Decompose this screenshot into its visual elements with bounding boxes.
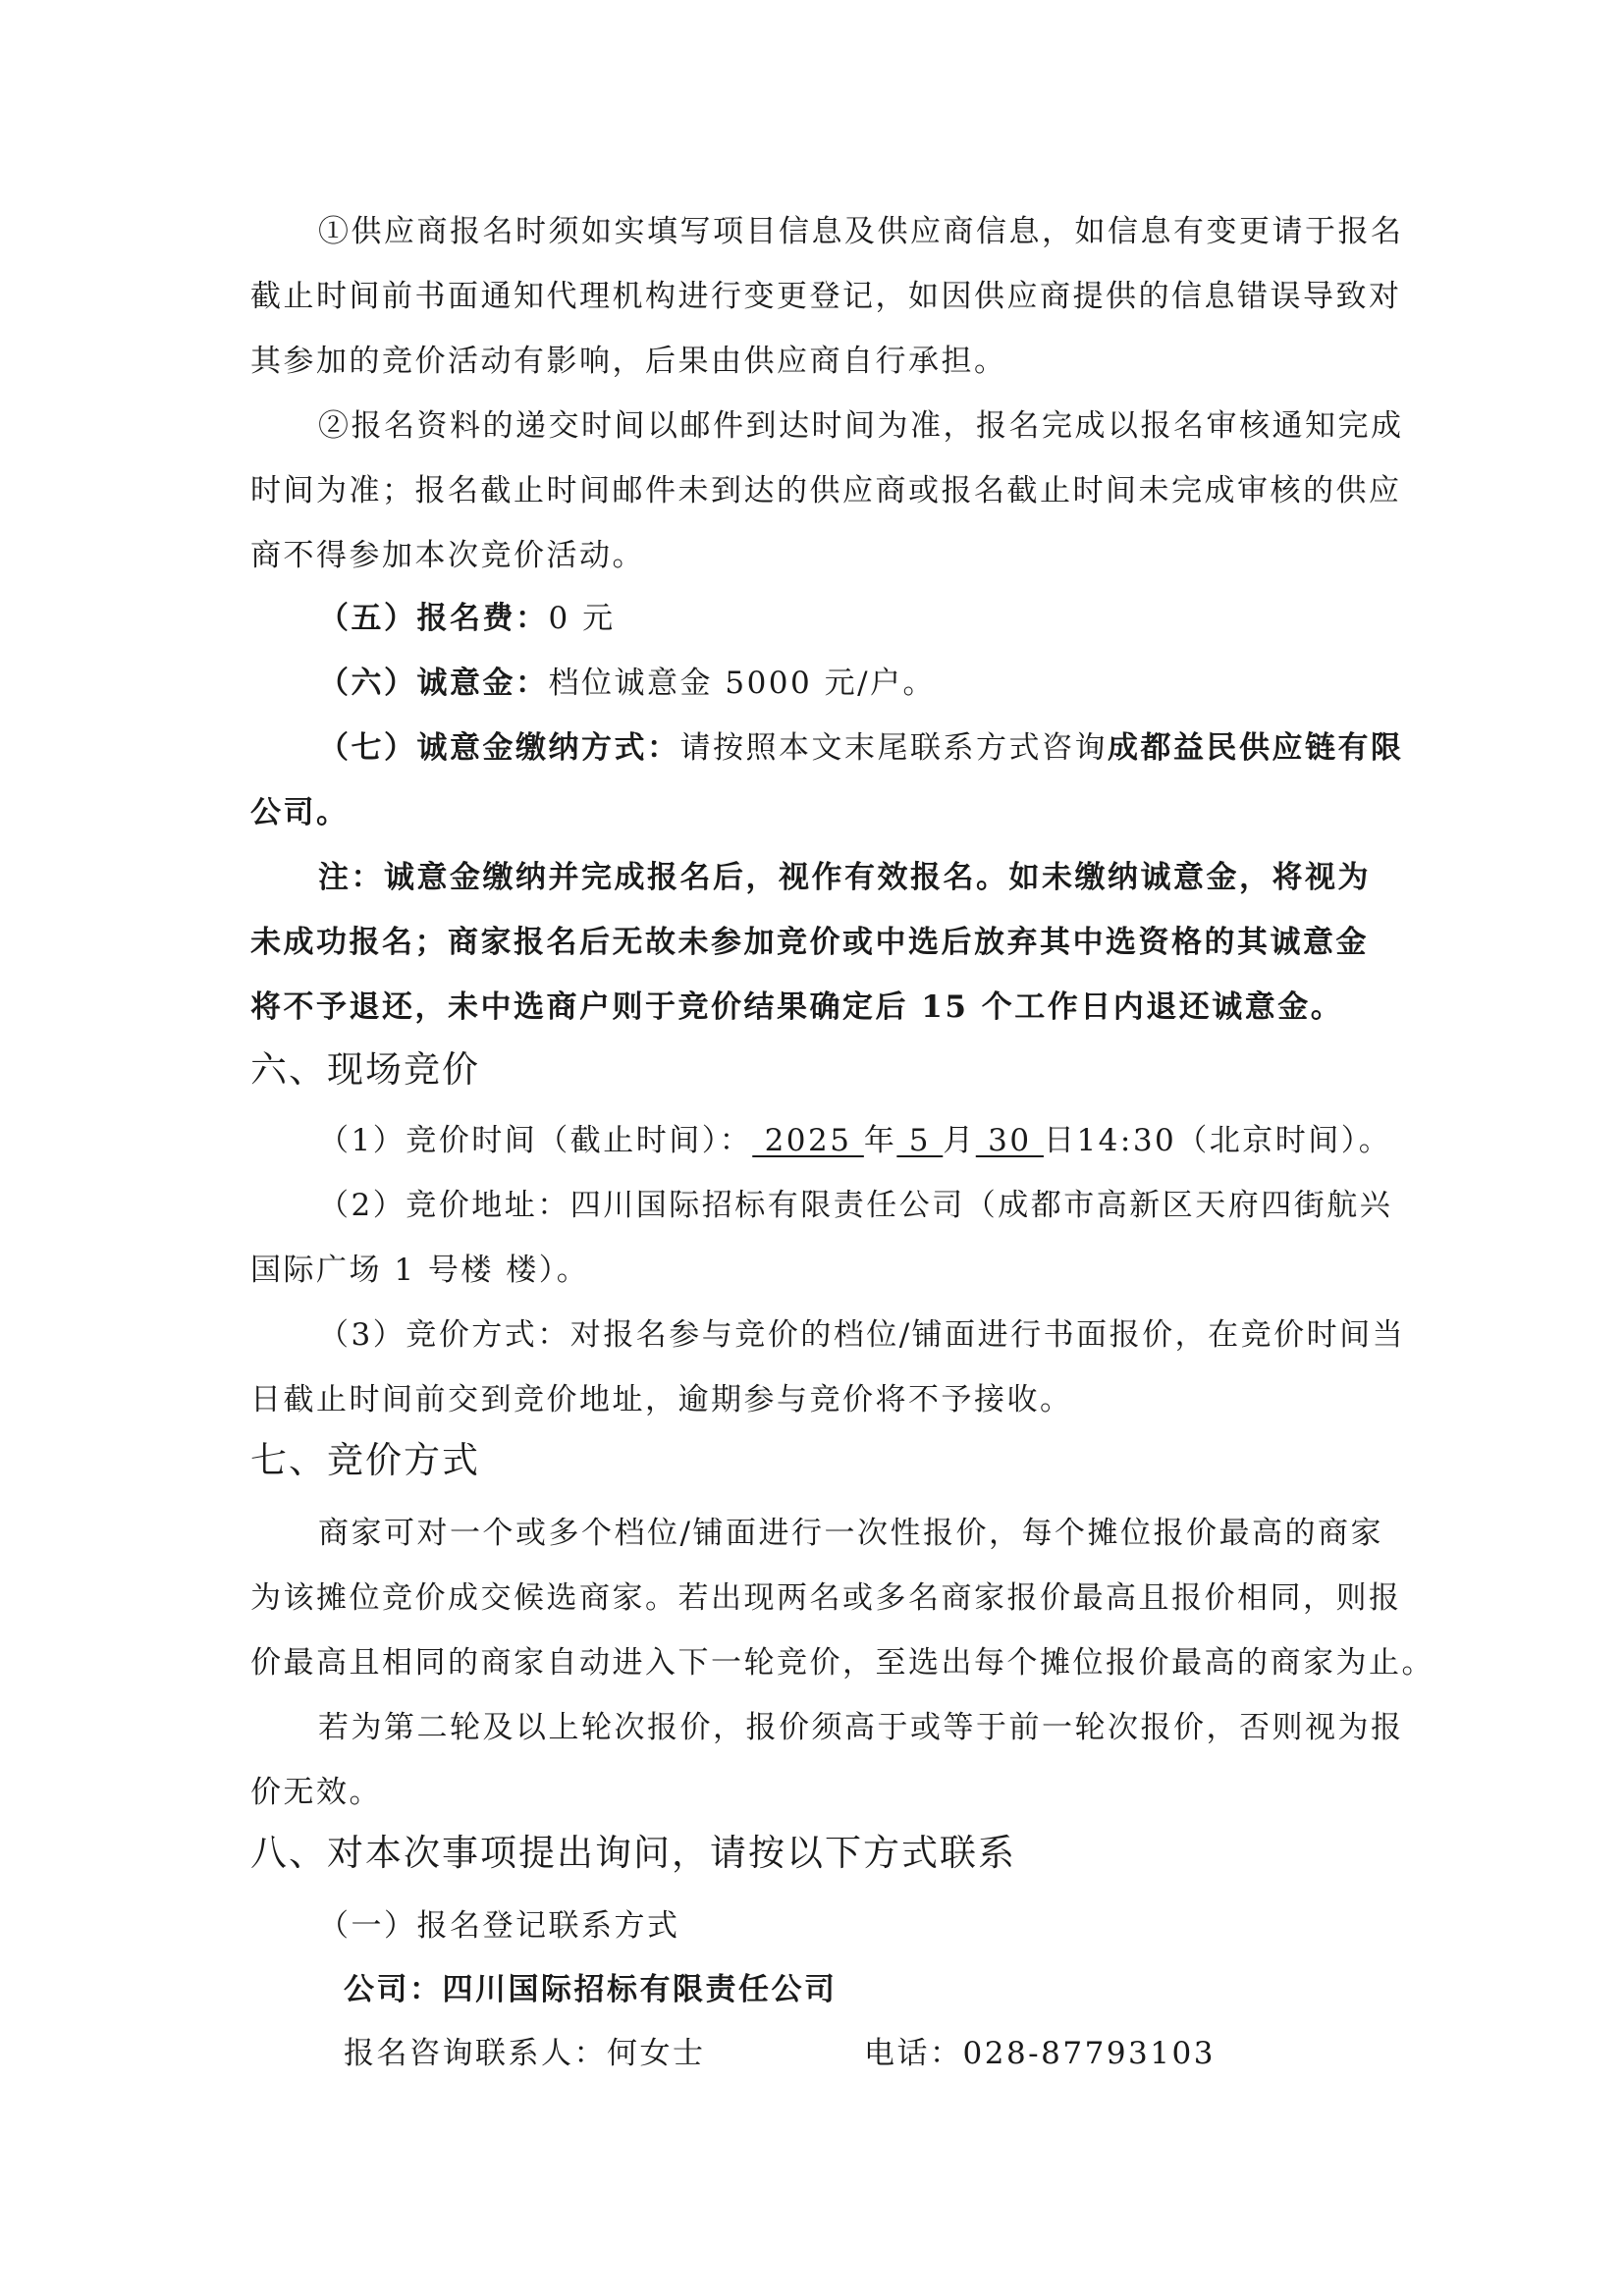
section-7-para-2-line-2: 价无效。 [250, 1775, 382, 1810]
deposit-value: 档位诚意金 5000 元/户。 [548, 666, 937, 701]
deposit [318, 662, 936, 705]
bidding-year: 2025 [752, 1123, 864, 1158]
deposit-payment-method [318, 726, 1404, 770]
bidding-time-prefix: （1）竞价时间（截止时间）： [318, 1123, 753, 1158]
registration-fee [318, 597, 616, 640]
note-line-2: 未成功报名；商家报名后无故未参加竞价或中选后放弃其中选资格的其诚意金 [250, 925, 1369, 960]
note-line-3: 将不予退还，未中选商户则于竞价结果确定后 15 个工作日内退还诚意金。 [250, 989, 1344, 1025]
pay-company: 成都益民供应链有限 [1108, 730, 1404, 766]
section-7-para-2-line-1: 若为第二轮及以上轮次报价，报价须高于或等于前一轮次报价，否则视为报 [318, 1710, 1404, 1745]
para-2-line-1: ②报名资料的递交时间以邮件到达时间为准，报名完成以报名审核通知完成 [318, 408, 1404, 444]
section-7-para-1-line-1: 商家可对一个或多个档位/铺面进行一次性报价，每个摊位报价最高的商家 [318, 1516, 1383, 1551]
deposit-label: （六）诚意金： [318, 666, 549, 701]
bidding-month: 5 [896, 1123, 944, 1158]
section-6-heading: 六、现场竞价 [250, 1048, 480, 1091]
fee-label: （五）报名费： [318, 601, 549, 636]
para-2-line-2: 时间为准；报名截止时间邮件未到达的供应商或报名截止时间未完成审核的供应 [250, 473, 1402, 508]
bidding-time [318, 1119, 1391, 1162]
para-1-line-2: 截止时间前书面通知代理机构进行变更登记，如因供应商提供的信息错误导致对 [250, 279, 1402, 314]
note-line-1: 注：诚意金缴纳并完成报名后，视作有效报名。如未缴纳诚意金，将视为 [318, 860, 1371, 895]
para-2-line-3: 商不得参加本次竞价活动。 [250, 538, 645, 573]
bidding-day: 30 [975, 1123, 1044, 1158]
year-unit: 年 [863, 1123, 897, 1158]
contact-phone: 电话：028-87793103 [864, 2036, 1216, 2071]
day-unit: 日 [1043, 1123, 1077, 1158]
contact-person: 报名咨询联系人：何女士 [344, 2036, 706, 2071]
bidding-address-line-2: 国际广场 1 号楼 楼）。 [250, 1253, 590, 1288]
section-8-heading: 八、对本次事项提出询问，请按以下方式联系 [250, 1832, 1016, 1874]
bidding-method-line-2: 日截止时间前交到竞价地址，逾期参与竞价将不予接收。 [250, 1382, 1073, 1417]
section-7-para-1-line-3: 价最高且相同的商家自动进入下一轮竞价，至选出每个摊位报价最高的商家为止。 [250, 1645, 1435, 1681]
fee-value: 0 元 [548, 601, 616, 636]
bidding-address-line-1: （2）竞价地址：四川国际招标有限责任公司（成都市高新区天府四街航兴 [318, 1188, 1393, 1223]
bidding-method-line-1: （3）竞价方式：对报名参与竞价的档位/铺面进行书面报价，在竞价时间当 [318, 1317, 1406, 1353]
para-1-line-1: ①供应商报名时须如实填写项目信息及供应商信息，如信息有变更请于报名 [318, 214, 1404, 249]
month-unit: 月 [943, 1123, 976, 1158]
pay-company-cont: 公司。 [250, 795, 350, 830]
section-7-heading: 七、竞价方式 [250, 1439, 480, 1481]
bidding-time-suffix: 14:30（北京时间）。 [1076, 1123, 1392, 1158]
para-1-line-3: 其参加的竞价活动有影响，后果由供应商自行承担。 [250, 344, 1007, 379]
registration-contact-subheading: （一）报名登记联系方式 [318, 1908, 680, 1944]
company-name: 公司：四川国际招标有限责任公司 [344, 1972, 838, 2007]
pay-label: （七）诚意金缴纳方式： [318, 730, 680, 766]
pay-text: 请按照本文末尾联系方式咨询 [679, 730, 1108, 766]
section-7-para-1-line-2: 为该摊位竞价成交候选商家。若出现两名或多名商家报价最高且报价相同，则报 [250, 1580, 1402, 1616]
